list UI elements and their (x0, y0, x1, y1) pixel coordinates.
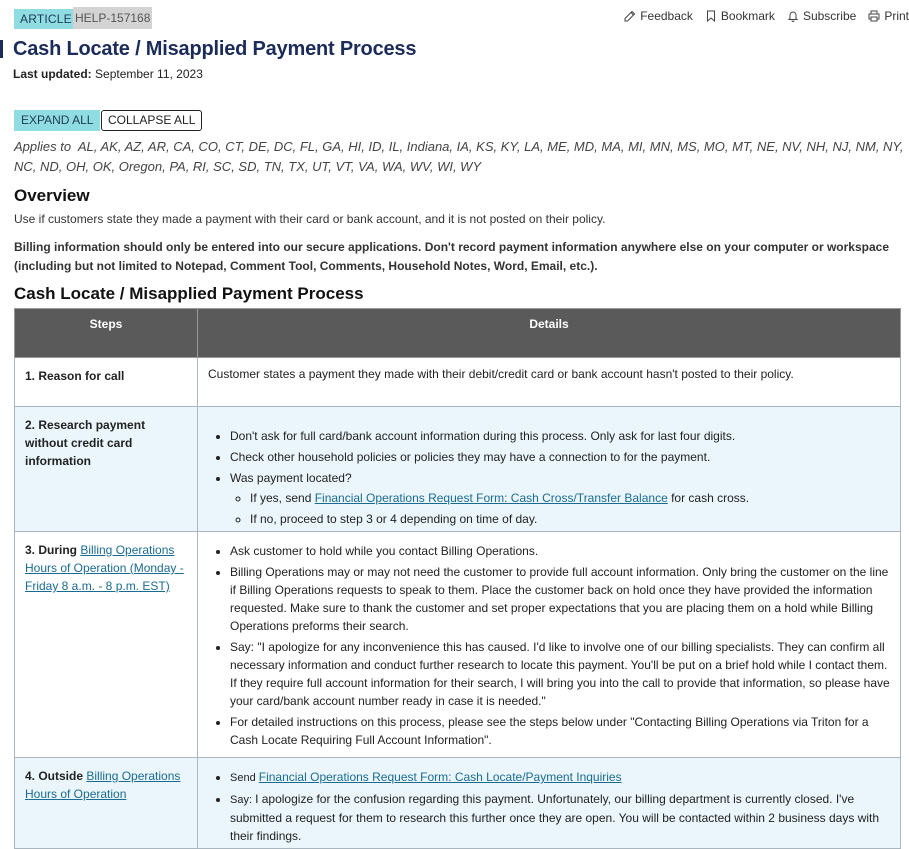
list-item (250, 489, 890, 507)
subscribe-label: Subscribe (802, 9, 857, 23)
bookmark-link[interactable] (705, 9, 775, 23)
list-item: • Billing Operations may or may not need the customer to provide full account information. Only bring the customer on the line if Billing Operations requests to speak to them. Place the customer back on hold once they have provided the information requested. Make sure to thank the customer and set proper expectations that you are placing them on a hold while Billing Operations preforms their search. (230, 563, 890, 635)
last-updated-date: September 11, 2023 (95, 67, 203, 81)
step-cell (15, 758, 198, 849)
step-label: 4. Outside (25, 769, 87, 783)
article-id: HELP-157168 (73, 7, 152, 29)
subscribe-link[interactable] (787, 9, 856, 23)
print-label: Print (884, 9, 909, 23)
billing-warning: Billing information should only be entered into our secure applications. Don't record payment information anywhere else on your computer or workspace (including but not limited to Notepad, Comment Tool, Comments, Household Notes, Word, Email, etc.). (14, 240, 889, 273)
list-item-text: Say: (230, 794, 256, 806)
list-item (230, 469, 890, 528)
step-label: 3. During (25, 543, 81, 557)
print-link[interactable] (868, 9, 909, 23)
list-item (230, 790, 890, 845)
feedback-label: Feedback (640, 9, 693, 23)
bell-icon (787, 10, 799, 22)
cash-cross-form-link[interactable]: Financial Operations Request Form: Cash Cross/Transfer Balance (314, 491, 668, 505)
list-item: • For detailed instructions on this process, please see the steps below under "Contacting Billing Operations via Triton for a Cash Locate Requiring Full Account Information". (230, 713, 890, 749)
feedback-link[interactable] (624, 9, 693, 23)
detail-cell: Customer states a payment they made with their debit/credit card or bank account hasn't posted to their policy. (198, 358, 901, 407)
sub-list (230, 489, 890, 528)
expand-all-button[interactable]: EXPAND ALL (14, 110, 100, 131)
table-row (15, 532, 901, 758)
article-actions (612, 9, 909, 23)
collapse-all-button[interactable]: COLLAPSE ALL (101, 110, 202, 131)
list-item: • Check other household policies or policies they may have a connection to for the payment. (230, 448, 890, 466)
list-item-text: for cash cross. (667, 491, 750, 505)
table-row (15, 407, 901, 532)
printer-icon (868, 10, 880, 22)
step-cell: 1. Reason for call (15, 358, 198, 407)
table-header-row (15, 309, 901, 358)
steps-column-header: Steps (15, 309, 198, 358)
list-item-text: If yes, send (250, 491, 315, 505)
list-item-text: I apologize for the confusion regarding this payment. Unfortunately, our billing department is currently closed. I've submitted a request for them to research this further once they are open. You will be contacted within 2 business days with their findings. (230, 792, 880, 843)
step-cell: 2. Research payment without credit card information (15, 407, 198, 532)
table-row (15, 758, 901, 849)
detail-list (208, 427, 890, 528)
article-badge: ARTICLE (14, 9, 78, 29)
list-item-text: Was payment located? (230, 471, 352, 485)
cash-locate-form-link[interactable]: Financial Operations Request Form: Cash Locate/Payment Inquiries (258, 770, 622, 784)
detail-list (208, 542, 890, 749)
applies-to (14, 137, 904, 177)
last-updated (13, 67, 203, 81)
billing-hours-link[interactable]: Billing Operations Hours of Operation (25, 769, 181, 801)
last-updated-label: Last updated: (13, 67, 92, 81)
detail-cell (198, 532, 901, 758)
list-item: • Don't ask for full card/bank account information during this process. Only ask for last four digits. (230, 427, 890, 445)
applies-to-states: AL, AK, AZ, AR, CA, CO, CT, DE, DC, FL, GA, HI, ID, IL, Indiana, IA, KS, KY, LA, ME, MD, MA, MI, MN, MS, MO, MT, NE, NV, NH, NJ, NM, NY, NC, ND, OH, OK, Oregon, PA, RI, SC, SD, TN, TX, UT, VT, VA, WA, WV, WI, WY (14, 139, 904, 174)
process-heading: Cash Locate / Misapplied Payment Process (14, 284, 364, 303)
edit-icon (624, 10, 636, 22)
detail-cell (198, 758, 901, 849)
list-item: ◦ If no, proceed to step 3 or 4 depending on time of day. (250, 510, 890, 528)
list-item: • Say: "I apologize for any inconvenience this has caused. I'd like to involve one of our billing specialists. They can confirm all necessary information and conduct further research to locate this payment. You'll be put on a brief hold while I contact them. If they require full account information for their search, I will bring you into the call to provide that information, so please have your card/bank account number ready in case it is needed." (230, 638, 890, 710)
bookmark-label: Bookmark (720, 9, 775, 23)
list-item-text: Send (230, 772, 259, 784)
table-row (15, 358, 901, 407)
list-item: • Ask customer to hold while you contact Billing Operations. (230, 542, 890, 560)
page-title: Cash Locate / Misapplied Payment Process (13, 38, 417, 60)
overview-heading: Overview (14, 186, 90, 205)
article-topbar (14, 6, 909, 30)
detail-cell (198, 407, 901, 532)
step-cell (15, 532, 198, 758)
detail-list (208, 768, 890, 845)
applies-to-label: Applies to (14, 139, 72, 154)
details-column-header: Details (198, 309, 901, 358)
overview-text: Use if customers state they made a payment with their card or bank account, and it is not posted on their policy. (14, 212, 606, 226)
list-item (230, 768, 890, 787)
process-table (14, 308, 901, 849)
billing-hours-link[interactable]: Billing Operations Hours of Operation (Monday - Friday 8 a.m. - 8 p.m. EST) (25, 543, 184, 593)
left-accent-bar (0, 40, 3, 58)
bookmark-icon (705, 10, 717, 22)
